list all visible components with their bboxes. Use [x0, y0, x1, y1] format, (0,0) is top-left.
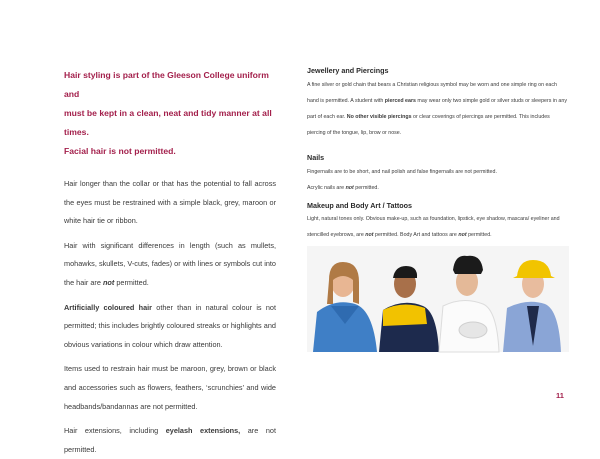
lead-line-2: must be kept in a clean, neat and tidy manner at all times.: [64, 108, 272, 137]
rules-column: [307, 66, 569, 243]
hair-accessories-paragraph: Items used to restrain hair must be maroon, grey, brown or black and accessories such as flowers, feathers, ‘scrunchies’ and wide headbands/bandannas are not permitted.: [64, 364, 276, 411]
nails-line-1: Fingernails are to be short, and nail polish and false fingernails are not permitted.: [307, 169, 497, 175]
artificial-colour-emphasis: Artificially coloured hair: [64, 302, 153, 312]
page-number: 11: [556, 391, 564, 400]
hair-section: [64, 66, 276, 459]
nails-section: [307, 153, 569, 196]
makeup-heading: Makeup and Body Art / Tattoos: [307, 201, 413, 210]
pierced-ears-emphasis: pierced ears: [384, 98, 416, 104]
hair-colour-paragraph: Artificially coloured hair other than in natural colour is not permitted; this includes brightly coloured streaks or highlights and obvious variations in colour which draw attention.: [64, 302, 276, 349]
hair-style-paragraph: Hair with significant differences in length (such as mullets, mohawks, skullets, V-cuts, fades) or with lines or symbols cut into the hair are not permitted.: [64, 240, 276, 287]
no-other-piercings-emphasis: No other visible piercings: [346, 114, 412, 120]
nails-line-2: Acrylic nails are not permitted.: [307, 185, 379, 191]
jewellery-section: [307, 66, 569, 141]
students-uniform-photo: [307, 246, 569, 352]
eyelash-extensions-emphasis: eyelash extensions,: [165, 426, 241, 436]
makeup-text: Light, natural tones only. Obvious make-up, such as foundation, lipstick, eye shadow, mascara/ eyeliner and stencilled eyebrows, are not permitted. Body Art and tattoos are not permitted.: [307, 216, 560, 238]
students-illustration: [307, 246, 569, 352]
makeup-section: [307, 201, 569, 243]
lead-line-1: Hair styling is part of the Gleeson College uniform and: [64, 70, 269, 99]
hair-extensions-paragraph: Hair extensions, including eyelash extensions, are not permitted.: [64, 426, 276, 454]
nails-heading: Nails: [307, 153, 325, 162]
lead-line-3: Facial hair is not permitted.: [64, 146, 176, 156]
jewellery-text: A fine silver or gold chain that bears a Christian religious symbol may be worn and one simple ring on each hand is permitted. A student with pierced ears may wear only two simple gold or silver studs or sleepers in any part of each ear. No other visible piercings or clear coverings of piercings are permitted. This includes piercing of the tongue, lip, brow or nose.: [307, 82, 567, 136]
lead-statement: [64, 66, 276, 161]
hair-length-paragraph: Hair longer than the collar or that has the potential to fall across the eyes must be restrained with a simple black, grey, maroon or white hair tie or ribbon.: [64, 179, 276, 226]
not-emphasis: not: [102, 277, 115, 287]
jewellery-heading: Jewellery and Piercings: [307, 66, 389, 75]
